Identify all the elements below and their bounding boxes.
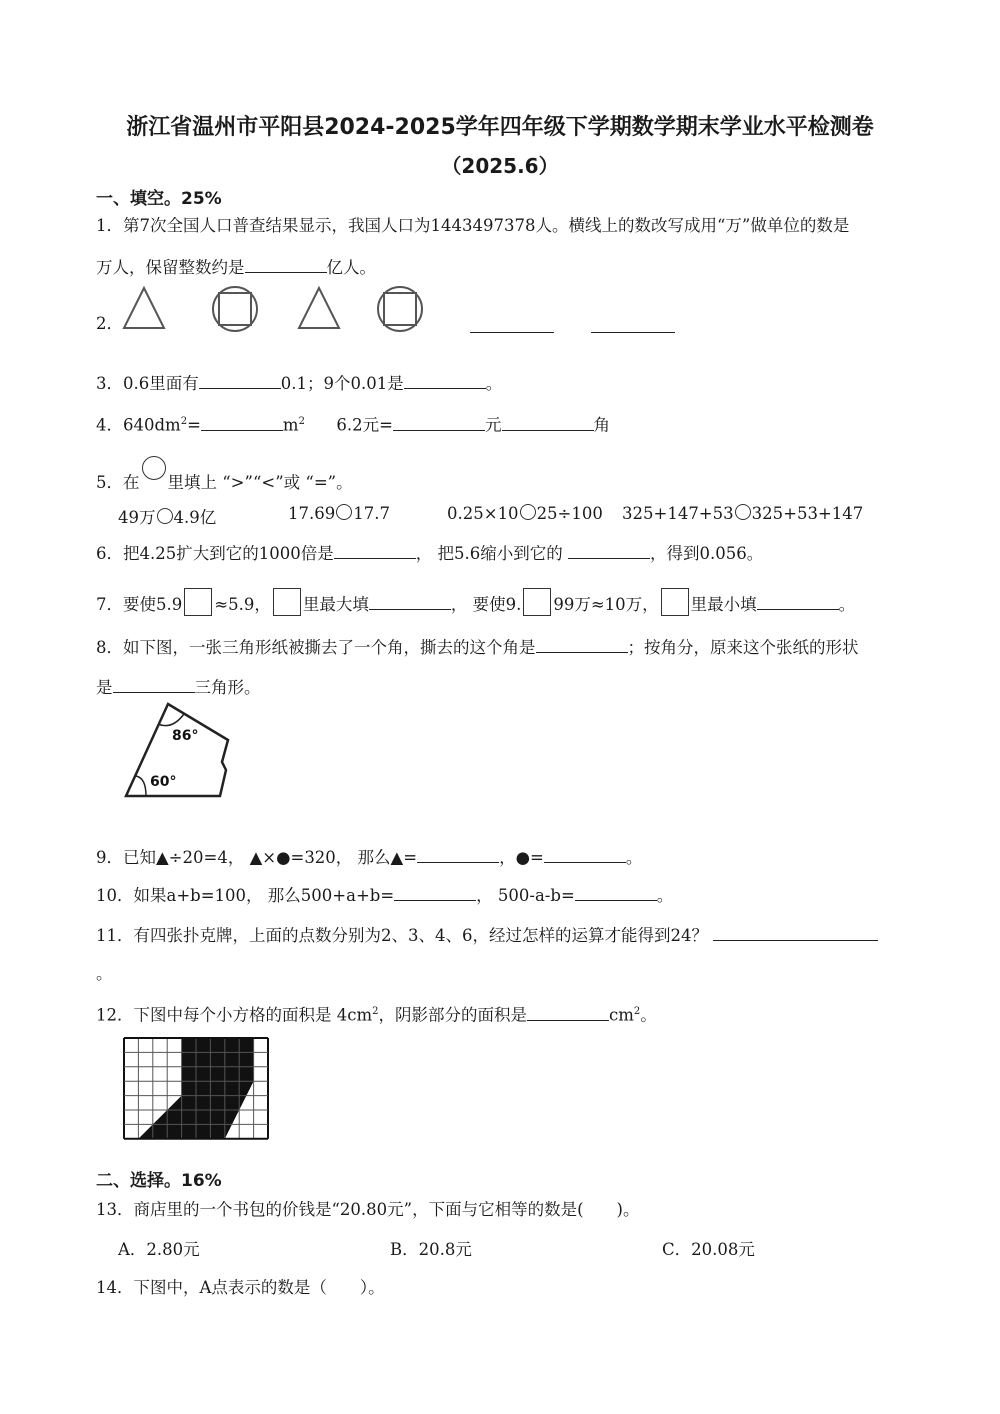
- question-6: [96, 540, 763, 566]
- q9-text-c: 。: [625, 848, 643, 867]
- square-blank-icon-2: [273, 588, 301, 616]
- q4-blank-1[interactable]: [201, 412, 283, 431]
- triangle-shape-2: [299, 288, 339, 328]
- q4-text-a: 4．640dm: [96, 415, 181, 435]
- circle-square-shape: [213, 287, 257, 331]
- q5-c3-right: 25÷100: [536, 504, 603, 523]
- q8-text-b: ；按角分，原来这个张纸的形状: [627, 638, 859, 657]
- q12-blank[interactable]: [527, 1002, 609, 1021]
- circle-square-shape-2: [378, 287, 422, 331]
- q10-blank-1[interactable]: [394, 882, 476, 901]
- q6-blank-2[interactable]: [568, 540, 650, 559]
- triangle-shape: [124, 288, 164, 328]
- angle-label-86: 86°: [172, 728, 199, 744]
- question-3: [96, 370, 502, 396]
- q5-c4-circle[interactable]: [735, 504, 751, 520]
- angle-label-60: 60°: [150, 774, 177, 790]
- q4-blank-2[interactable]: [393, 412, 485, 431]
- q4-text-f: 角: [593, 415, 610, 435]
- q5-text-a: 5．在: [96, 473, 140, 492]
- q5-compare-2: [288, 504, 390, 523]
- circle-blank-icon: [142, 456, 166, 480]
- question-1-line2: [96, 254, 376, 280]
- q9-text-a: 9．已知▲÷20=4， ▲×●=320， 那么▲=: [96, 848, 418, 867]
- q13-option-c[interactable]: C．20.08元: [662, 1240, 755, 1259]
- section-fill-heading: 一、填空。25%: [96, 189, 222, 209]
- q1-blank[interactable]: [245, 254, 327, 273]
- question-8-line1: [96, 634, 859, 660]
- q7-text-g: 。: [838, 595, 856, 614]
- q3-blank-2[interactable]: [404, 370, 486, 389]
- q3-text-b: 0.1；9个0.01是: [280, 374, 404, 393]
- question-10: [96, 882, 673, 908]
- q6-text-c: ，得到0.056。: [649, 544, 764, 563]
- q12-exp-2: 2: [633, 1006, 641, 1017]
- q8-blank-2[interactable]: [113, 674, 195, 693]
- shaded-grid-figure: [122, 1036, 268, 1142]
- q5-c2-left: 17.69: [288, 504, 336, 523]
- q7-text-e: 99万≈10万，: [553, 595, 659, 614]
- q3-text-c: 。: [485, 374, 503, 393]
- q13-option-b[interactable]: B．20.8元: [390, 1240, 472, 1259]
- q3-blank-1[interactable]: [199, 370, 281, 389]
- q7-text-d: ， 要使9.: [450, 595, 522, 614]
- question-1-line1: 1．第7次全国人口普查结果显示，我国人口为1443497378人。横线上的数改写成用“万”做单位的数是: [96, 216, 850, 235]
- q7-text-f: 里最小填: [690, 595, 757, 614]
- q4-text-c: m: [282, 415, 299, 435]
- q5-c1-right: 4.9亿: [173, 508, 217, 527]
- q7-blank-1[interactable]: [369, 591, 451, 610]
- question-11-end: 。: [96, 964, 113, 983]
- question-9: [96, 844, 642, 870]
- q9-blank-1[interactable]: [417, 844, 499, 863]
- q6-blank-1[interactable]: [334, 540, 416, 559]
- q1-text-b: 亿人。: [326, 258, 376, 277]
- q8-blank-1[interactable]: [536, 634, 628, 653]
- q10-text-c: 。: [656, 886, 674, 905]
- q7-text-a: 7．要使5.9: [96, 595, 183, 614]
- q5-c1-left: 49万: [118, 508, 156, 527]
- q11-text-a: 11．有四张扑克牌，上面的点数分别为2、3、4、6，经过怎样的运算才能得到24？: [96, 926, 708, 945]
- angle-arc-bottom: [136, 776, 146, 796]
- q10-text-a: 10．如果a+b=100， 那么500+a+b=: [96, 886, 395, 905]
- torn-triangle-figure: [120, 700, 240, 802]
- question-7: [96, 588, 855, 617]
- q2-blank-1[interactable]: [470, 316, 554, 333]
- q4-exp-1: 2: [180, 416, 188, 427]
- section-choice-heading: 二、选择。16%: [96, 1171, 222, 1191]
- q5-c4-left: 325+147+53: [622, 504, 734, 523]
- question-14-stem: 14．下图中，A点表示的数是（ ）。: [96, 1278, 385, 1297]
- q5-c3-left: 0.25×10: [447, 504, 519, 523]
- q10-text-b: ， 500-a-b=: [476, 886, 575, 905]
- q5-compare-3: [447, 504, 603, 523]
- q5-c4-right: 325+53+147: [751, 504, 864, 523]
- q5-c2-circle[interactable]: [336, 504, 352, 520]
- q1-text-a: 万人，保留整数约是: [96, 258, 245, 277]
- square-blank-icon: [184, 588, 212, 616]
- q12-exp-1: 2: [372, 1006, 379, 1017]
- q10-blank-2[interactable]: [575, 882, 657, 901]
- q2-shapes-figure: [120, 286, 430, 336]
- q5-text-b: 里填上 “>”“<”或 “=”。: [167, 473, 353, 492]
- q3-text-a: 3．0.6里面有: [96, 374, 199, 393]
- q5-c1-circle[interactable]: [157, 508, 173, 524]
- square-blank-icon-4: [661, 588, 689, 616]
- q12-text-c: cm: [609, 1005, 634, 1025]
- question-5: [96, 456, 353, 495]
- question-13-stem: 13．商店里的一个书包的价钱是“20.80元”，下面与它相等的数是( )。: [96, 1200, 640, 1219]
- square-blank-icon-3: [523, 588, 551, 616]
- q7-text-b: ≈5.9，: [214, 595, 271, 614]
- q7-blank-2[interactable]: [757, 591, 839, 610]
- q7-text-c: 里最大填: [302, 595, 369, 614]
- q5-c2-right: 17.7: [353, 504, 390, 523]
- question-8-line2: [96, 674, 261, 700]
- q11-blank[interactable]: [713, 922, 878, 941]
- page-subtitle: （2025.6）: [441, 154, 559, 178]
- question-4: [96, 410, 610, 438]
- q4-text-b: =: [187, 415, 201, 435]
- question-11: [96, 922, 878, 948]
- q13-option-a[interactable]: A．2.80元: [118, 1240, 200, 1259]
- q5-compare-4: [622, 504, 863, 523]
- q4-text-d: 6.2元=: [336, 415, 393, 435]
- q8-text-d: 三角形。: [194, 678, 261, 697]
- q9-blank-2[interactable]: [544, 844, 626, 863]
- q4-blank-3[interactable]: [502, 412, 594, 431]
- q5-compare-1: [118, 504, 216, 528]
- question-12: [96, 1000, 657, 1028]
- q12-text-b: ，阴影部分的面积是: [378, 1005, 528, 1025]
- page-title: 浙江省温州市平阳县2024-2025学年四年级下学期数学期末学业水平检测卷: [126, 115, 874, 140]
- q8-text-a: 8．如下图，一张三角形纸被撕去了一个角，撕去的这个角是: [96, 638, 536, 657]
- torn-triangle-shape: [126, 704, 228, 796]
- q12-text-d: 。: [640, 1005, 657, 1025]
- q6-text-a: 6．把4.25扩大到它的1000倍是: [96, 544, 334, 563]
- question-2-number: 2．: [96, 314, 123, 333]
- q9-text-b: ，●=: [499, 848, 544, 867]
- q4-exp-2: 2: [298, 416, 305, 427]
- q12-text-a: 12．下图中每个小方格的面积是 4cm: [96, 1005, 373, 1025]
- q4-text-e: 元: [485, 415, 502, 435]
- q5-c3-circle[interactable]: [520, 504, 536, 520]
- q8-text-c: 是: [96, 678, 113, 697]
- q2-blank-2[interactable]: [591, 316, 675, 333]
- q6-text-b: ， 把5.6缩小到它的: [415, 544, 563, 563]
